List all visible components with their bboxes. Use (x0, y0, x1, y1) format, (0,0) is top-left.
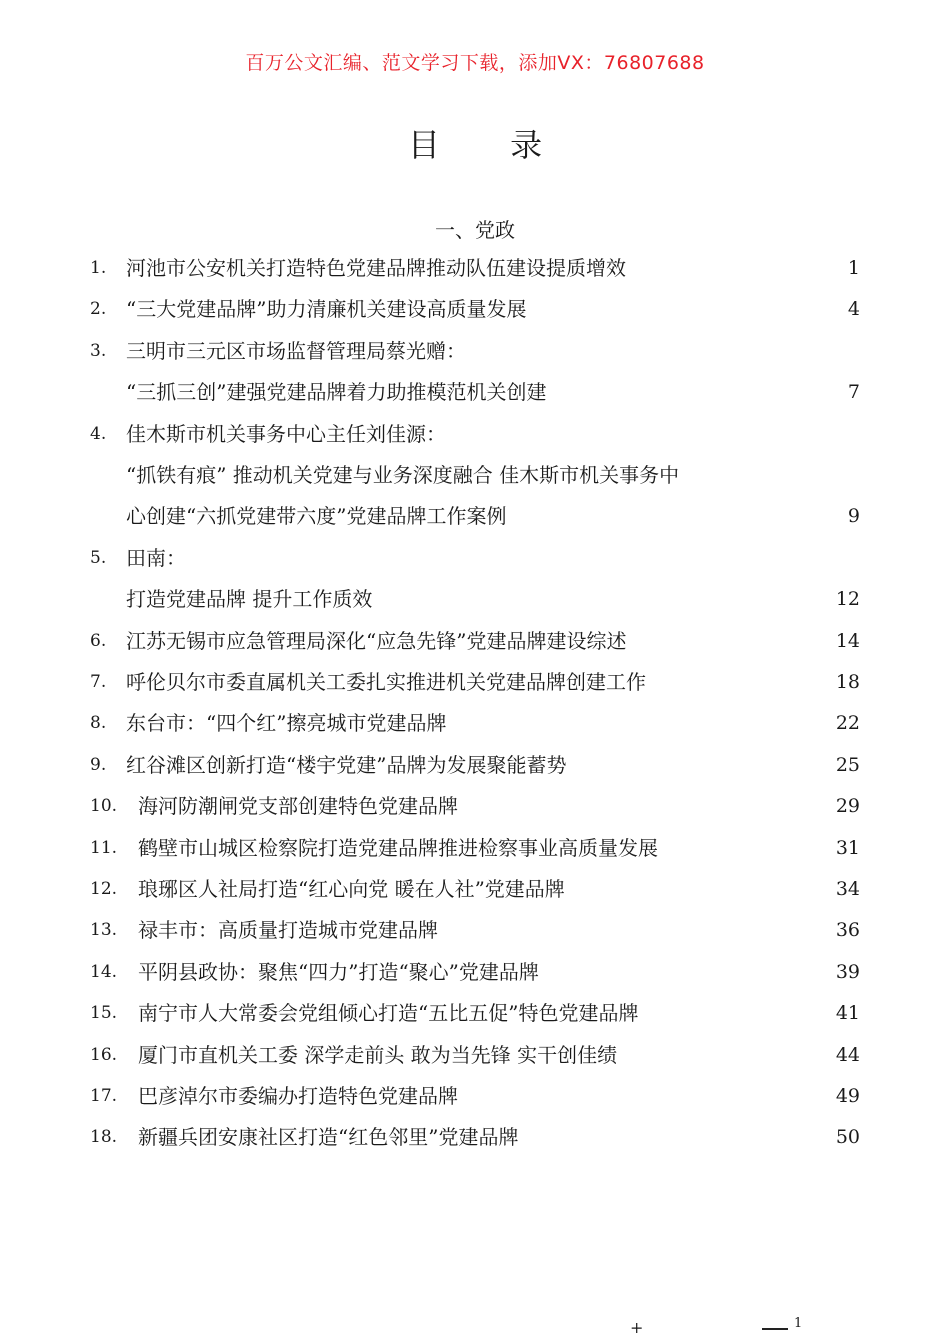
toc-entry-number: 6. (90, 631, 107, 651)
toc-entry-title: 江苏无锡市应急管理局深化“应急先锋”党建品牌建设综述 (126, 629, 627, 653)
toc-entry-title: 鹤壁市山城区检察院打造党建品牌推进检察事业高质量发展 (138, 836, 658, 860)
toc-entry-line (0, 336, 950, 366)
toc-entry-line (0, 998, 950, 1028)
toc-entry-title: 红谷滩区创新打造“楼宇党建”品牌为发展聚能蓄势 (126, 753, 567, 777)
toc-entry-page: 1 (847, 257, 860, 279)
toc-entry-title: “三抓三创”建强党建品牌着力助推模范机关创建 (126, 380, 547, 404)
toc-entry-title: 田南： (126, 546, 186, 570)
toc-entry-title: 河池市公安机关打造特色党建品牌推动队伍建设提质增效 (126, 256, 626, 280)
toc-entry-page: 18 (835, 671, 860, 693)
toc-entry-line (0, 1081, 950, 1111)
toc-entry-page: 31 (835, 837, 860, 859)
toc-entry-title: “抓铁有痕” 推动机关党建与业务深度融合 佳木斯市机关事务中 (126, 463, 680, 487)
toc-entry-line (0, 915, 950, 945)
toc-entry-number: 9. (90, 755, 107, 775)
toc-entry-line (0, 419, 950, 449)
toc-entry-page: 41 (835, 1002, 860, 1024)
footer-page-number: 1 (794, 1316, 803, 1331)
toc-entry-line (0, 460, 950, 490)
toc-entry-page: 14 (835, 630, 860, 652)
toc-entry-page: 4 (847, 298, 860, 320)
toc-entry-number: 4. (90, 424, 107, 444)
toc-entry-number: 7. (90, 672, 107, 692)
toc-entry-line (0, 626, 950, 656)
toc-entry-line (0, 377, 950, 407)
toc-entry-title: 新疆兵团安康社区打造“红色邻里”党建品牌 (138, 1125, 519, 1149)
toc-entry-line (0, 874, 950, 904)
toc-entry-page: 29 (835, 795, 860, 817)
toc-entry-page: 39 (835, 961, 860, 983)
toc-entry-page: 9 (847, 505, 860, 527)
toc-entry-page: 25 (835, 754, 860, 776)
toc-entry-line (0, 833, 950, 863)
toc-entry-title: 东台市：“四个红”擦亮城市党建品牌 (126, 711, 447, 735)
toc-entry-line (0, 584, 950, 614)
watermark-banner: 百万公文汇编、范文学习下载，添加VX：76807688 (245, 52, 705, 74)
toc-entry-number: 15. (90, 1003, 118, 1023)
toc-entry-title: 呼伦贝尔市委直属机关工委扎实推进机关党建品牌创建工作 (126, 670, 646, 694)
page-title: 目 录 (407, 126, 573, 164)
toc-entry-page: 7 (847, 381, 860, 403)
toc-entry-line (0, 750, 950, 780)
toc-entry-title: 南宁市人大常委会党组倾心打造“五比五促”特色党建品牌 (138, 1001, 639, 1025)
toc-entry-title: 平阴县政协：聚焦“四力”打造“聚心”党建品牌 (138, 960, 539, 984)
footer-dash (762, 1328, 788, 1330)
toc-entry-number: 8. (90, 713, 107, 733)
toc-entry-title: 打造党建品牌 提升工作质效 (126, 587, 373, 611)
toc-entry-number: 11. (90, 838, 118, 858)
toc-entry-line (0, 791, 950, 821)
toc-entry-page: 49 (835, 1085, 860, 1107)
toc-entry-title: 三明市三元区市场监督管理局蔡光赠： (126, 339, 466, 363)
toc-entry-number: 3. (90, 341, 107, 361)
toc-entry-line (0, 1122, 950, 1152)
toc-entry-number: 12. (90, 879, 118, 899)
toc-entry-number: 17. (90, 1086, 118, 1106)
toc-entry-number: 14. (90, 962, 118, 982)
toc-entry-title: 海河防潮闸党支部创建特色党建品牌 (138, 794, 458, 818)
toc-entry-title: “三大党建品牌”助力清廉机关建设高质量发展 (126, 297, 527, 321)
toc-entry-title: 心创建“六抓党建带六度”党建品牌工作案例 (126, 504, 507, 528)
toc-entry-title: 佳木斯市机关事务中心主任刘佳源： (126, 422, 446, 446)
toc-entry-page: 22 (835, 712, 860, 734)
toc-entry-number: 18. (90, 1127, 118, 1147)
toc-entry-line (0, 253, 950, 283)
toc-entry-line (0, 708, 950, 738)
toc-entry-line (0, 294, 950, 324)
toc-entry-page: 44 (835, 1044, 860, 1066)
toc-entry-page: 50 (835, 1126, 860, 1148)
toc-entry-line (0, 543, 950, 573)
toc-entry-line (0, 957, 950, 987)
toc-entry-title: 厦门市直机关工委 深学走前头 敢为当先锋 实干创佳绩 (138, 1043, 618, 1067)
toc-entry-page: 36 (835, 919, 860, 941)
toc-entry-page: 12 (835, 588, 860, 610)
toc-entry-line (0, 1040, 950, 1070)
toc-entry-number: 2. (90, 299, 107, 319)
toc-entry-number: 1. (90, 258, 107, 278)
toc-entry-line (0, 667, 950, 697)
toc-entry-number: 10. (90, 796, 118, 816)
section-heading: 一、党政 (435, 218, 515, 242)
toc-entry-page: 34 (835, 878, 860, 900)
toc-entry-title: 琅琊区人社局打造“红心向党 暖在人社”党建品牌 (138, 877, 565, 901)
toc-entry-number: 13. (90, 920, 118, 940)
toc-entry-title: 禄丰市：高质量打造城市党建品牌 (138, 918, 438, 942)
toc-entry-number: 16. (90, 1045, 118, 1065)
toc-entry-line (0, 501, 950, 531)
toc-entry-title: 巴彦淖尔市委编办打造特色党建品牌 (138, 1084, 458, 1108)
toc-entry-number: 5. (90, 548, 107, 568)
footer-mark: + (630, 1318, 644, 1337)
